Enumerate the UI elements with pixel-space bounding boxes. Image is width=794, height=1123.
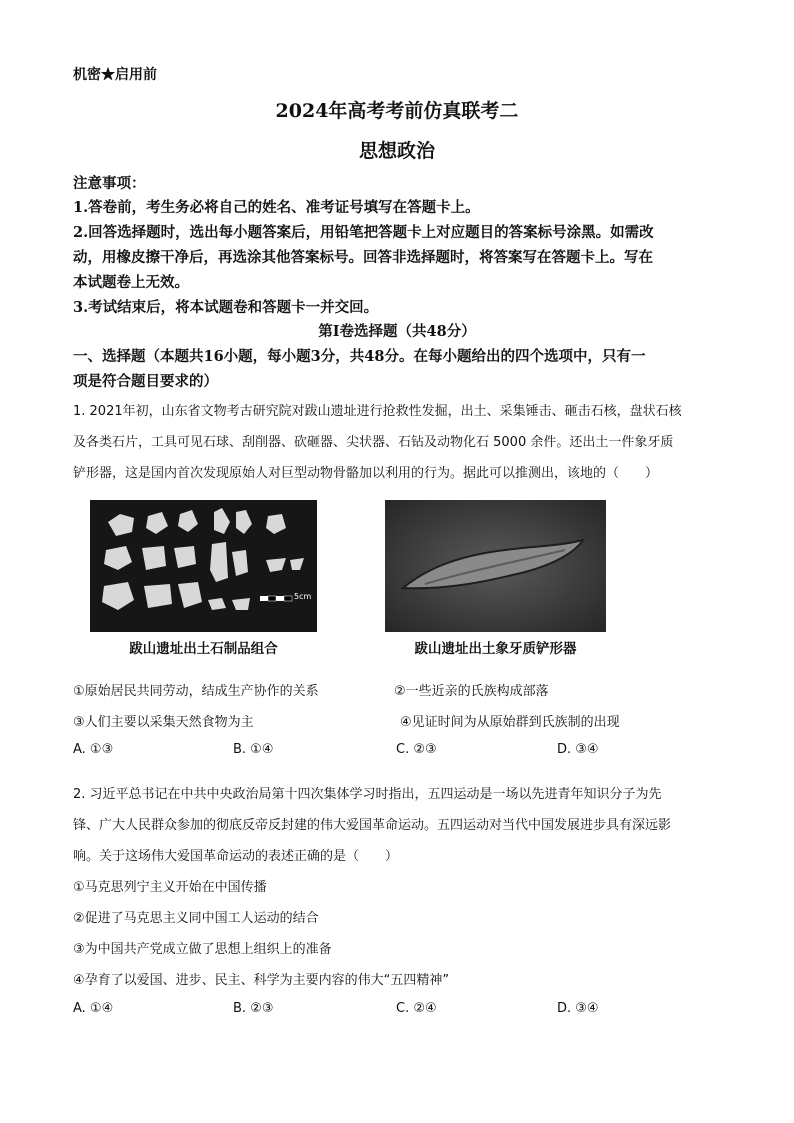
stone-artifacts-photo — [90, 500, 317, 632]
q2-stem-line-3: 响。关于这场伟大爱国革命运动的表述正确的是（ ） — [73, 849, 399, 864]
q1-option-2: ②一些近亲的氏族构成部落 — [394, 684, 549, 699]
q1-choice-a: A. ①③ — [73, 742, 114, 757]
notice-item-2-line-1: 2.回答选择题时，选出每小题答案后，用铅笔把答题卡上对应题目的答案标号涂黑。如需改 — [73, 224, 654, 241]
notice-item-1: 1.答卷前，考生务必将自己的姓名、准考证号填写在答题卡上。 — [73, 199, 480, 216]
caption-ivory-spatula: 跋山遗址出土象牙质铲形器 — [414, 641, 577, 657]
q2-choice-c: C. ②④ — [396, 1001, 437, 1016]
q1-option-1: ①原始居民共同劳动，结成生产协作的关系 — [73, 684, 319, 699]
scale-bar — [260, 596, 292, 601]
q1-option-3: ③人们主要以采集天然食物为主 — [73, 715, 254, 730]
q2-option-4: ④孕育了以爱国、进步、民主、科学为主要内容的伟大“五四精神” — [73, 973, 450, 988]
exam-title: 2024年高考考前仿真联考二 — [275, 100, 519, 122]
q1-option-4: ④见证时间为从原始群到氏族制的出现 — [400, 715, 620, 730]
q2-option-3: ③为中国共产党成立做了思想上组织上的准备 — [73, 942, 332, 957]
ivory-spatula-illustration — [385, 500, 606, 632]
notice-item-3: 3.考试结束后，将本试题卷和答题卡一并交回。 — [73, 299, 379, 316]
stone-artifacts-illustration — [90, 500, 317, 632]
q2-stem-line-2: 锋、广大人民群众参加的彻底反帝反封建的伟大爱国革命运动。五四运动对当代中国发展进步具有深远影 — [73, 818, 672, 833]
q2-choice-b: B. ②③ — [233, 1001, 274, 1016]
ivory-spatula-photo — [385, 500, 606, 632]
q1-stem-line-2: 及各类石片，工具可见石球、刮削器、砍砸器、尖状器、石钻及动物化石 5000 余件。还出土一件象牙质 — [73, 435, 674, 450]
notice-item-2-line-3: 本试题卷上无效。 — [73, 274, 189, 291]
q2-choice-d: D. ③④ — [557, 1001, 599, 1016]
section-instructions-line-2: 项是符合题目要求的） — [73, 373, 218, 390]
q1-choice-c: C. ②③ — [396, 742, 437, 757]
q1-stem-line-1: 1. 2021年初，山东省文物考古研究院对跋山遗址进行抢救性发掘，出土、采集锤击、砸击石核，盘状石核 — [73, 404, 682, 419]
q1-choice-d: D. ③④ — [557, 742, 599, 757]
confidential-label: 机密★启用前 — [73, 67, 157, 83]
q1-stem-line-3: 铲形器，这是国内首次发现原始人对巨型动物骨骼加以利用的行为。据此可以推测出，该地的（ ） — [73, 466, 659, 481]
q2-option-1: ①马克思列宁主义开始在中国传播 — [73, 880, 267, 895]
q2-stem-line-1: 2. 习近平总书记在中共中央政治局第十四次集体学习时指出，五四运动是一场以先进青年知识分子为先 — [73, 787, 662, 802]
subject-title: 思想政治 — [358, 140, 435, 162]
scale-label: 5cm — [294, 592, 312, 601]
q1-choice-b: B. ①④ — [233, 742, 274, 757]
q2-option-2: ②促进了马克思主义同中国工人运动的结合 — [73, 911, 319, 926]
section-instructions-line-1: 一、选择题（本题共16小题，每小题3分，共48分。在每小题给出的四个选项中，只有一 — [73, 348, 646, 365]
caption-stone-artifacts: 跋山遗址出土石制品组合 — [129, 641, 278, 657]
notice-heading: 注意事项： — [73, 175, 146, 192]
q2-choice-a: A. ①④ — [73, 1001, 114, 1016]
notice-item-2-line-2: 动，用橡皮擦干净后，再选涂其他答案标号。回答非选择题时，将答案写在答题卡上。写在 — [73, 249, 653, 266]
section-title: 第Ⅰ卷选择题（共48分） — [318, 323, 476, 340]
